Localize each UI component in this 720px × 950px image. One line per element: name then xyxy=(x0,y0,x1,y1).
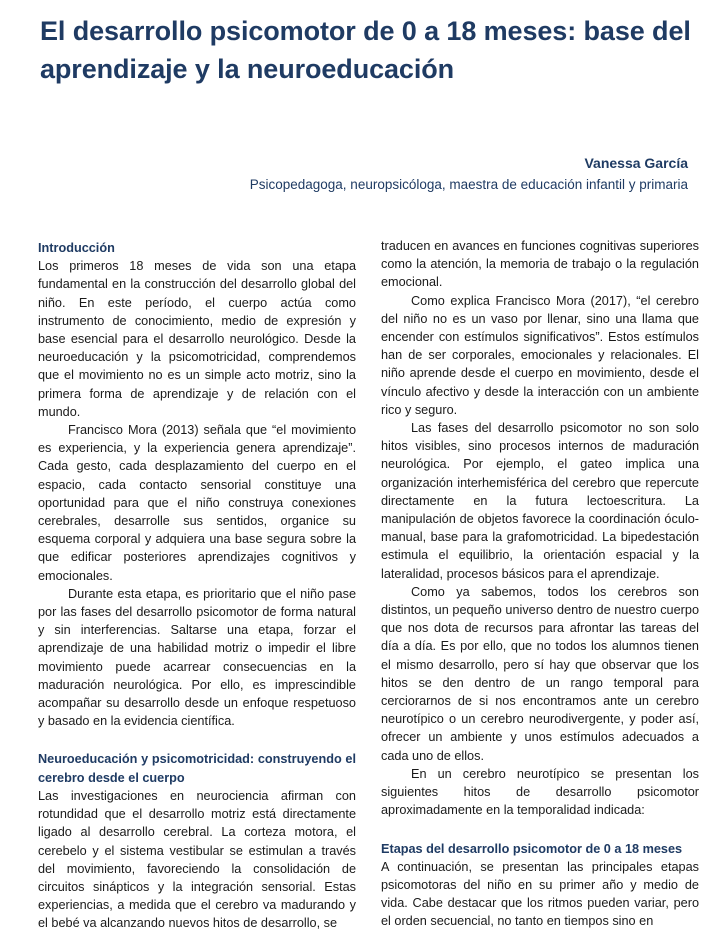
right-column xyxy=(381,237,699,931)
left-column xyxy=(38,239,356,933)
section-heading-introduccion: Introducción xyxy=(38,241,115,255)
paragraph: Como explica Francisco Mora (2017), “el cerebro del niño no es un vaso por llenar, sino una llama que encender con estímulos significativos”. Estos estímulos han de ser corporales, emocionales y relacionales. El niño aprende desde el cuerpo en movimiento, desde el vínculo afectivo y desde la interacción con un ambiente rico y seguro. xyxy=(381,293,699,417)
paragraph: Durante esta etapa, es prioritario que el niño pase por las fases del desarrollo psicomotor de forma natural y sin interferencias. Saltarse una etapa, forzar el aprendizaje de una habilidad motriz o impedir el libre movimiento puede acarrear consecuencias en la maduración neurológica. Por ello, es imprescindible acompañar su desarrollo desde un enfoque respetuoso y basado en la evidencia científica. xyxy=(38,586,356,729)
author-name: Vanessa García xyxy=(584,155,688,171)
paragraph: A continuación, se presentan las principales etapas psicomotoras del niño en su primer año y medio de vida. Cabe destacar que los ritmos pueden variar, pero el orden secuencial, no tanto en tiempos sino en xyxy=(381,859,699,929)
paragraph: En un cerebro neurotípico se presentan los siguientes hitos de desarrollo psicomotor aproximadamente en la temporalidad indicada: xyxy=(381,766,699,818)
paragraph: Francisco Mora (2013) señala que “el movimiento es experiencia, y la experiencia genera aprendizaje”. Cada gesto, cada desplazamiento del cuerpo en el espacio, cada contacto sensorial constituye una oportunidad para que el niño construya conexiones cerebrales, desarrolle sus sentidos, organice su esquema corporal y adquiera una base segura sobre la que edificar posteriores aprendizajes cognitivos y emocionales. xyxy=(38,423,356,583)
paragraph: traducen en avances en funciones cognitivas superiores como la atención, la memoria de trabajo o la regulación emocional. xyxy=(381,239,699,290)
paragraph: Como ya sabemos, todos los cerebros son distintos, un pequeño universo dentro de nuestro cuerpo que nos dota de recursos para afrontar las tareas del día a día. Es por ello, que no todos los alumnos tienen el mismo desarrollo, pero sí hay que observar que los hitos se den dentro de un rango temporal para cerciorarnos de si nos encontramos ante un cerebro neurotípico o un cerebro neurodivergente, y poder así, ofrecer un ambiente y unos estímulos adecuados a cada uno de ellos. xyxy=(381,584,699,763)
paragraph: Las fases del desarrollo psicomotor no son solo hitos visibles, sino procesos internos de maduración neurológica. Por ejemplo, el gateo implica una organización interhemisférica del cerebro que repercute directamente en la futura lectoescritura. La manipulación de objetos favorece la coordinación óculo-manual, base para la grafomotricidad. La bipedestación estimula el equilibrio, la orientación espacial y la lateralidad, procesos básicos para el aprendizaje. xyxy=(381,421,699,581)
section-heading-neuroeducacion: Neuroeducación y psicomotricidad: construyendo el cerebro desde el cuerpo xyxy=(38,752,356,785)
section-heading-etapas: Etapas del desarrollo psicomotor de 0 a 18 meses xyxy=(381,841,683,856)
paragraph: Las investigaciones en neurociencia afirman con rotundidad que el desarrollo motriz está directamente ligado al desarrollo cerebral. La corteza motora, el cerebelo y el sistema vestibular se estimulan a través del movimiento, favoreciendo la consolidación de circuitos sinápticos y la integración sensorial. Estas experiencias, a medida que el cerebro va madurando y el bebé va alcanzando nuevos hitos de desarrollo, se xyxy=(38,788,356,931)
article-title: El desarrollo psicomotor de 0 a 18 meses: base del aprendizaje y la neuroeducación xyxy=(40,16,691,84)
paragraph: Los primeros 18 meses de vida son una etapa fundamental en la construcción del desarrollo global del niño. En este período, el cuerpo actúa como instrumento de conocimiento, medio de expresión y base esencial para el desarrollo neurológico. Desde la neuroeducación y la psicomotricidad, comprendemos que el movimiento no es un simple acto motriz, sino la primera forma de aprendizaje y de relación con el mundo. xyxy=(38,259,356,419)
author-affiliation: Psicopedagoga, neuropsicóloga, maestra de educación infantil y primaria xyxy=(249,177,688,192)
